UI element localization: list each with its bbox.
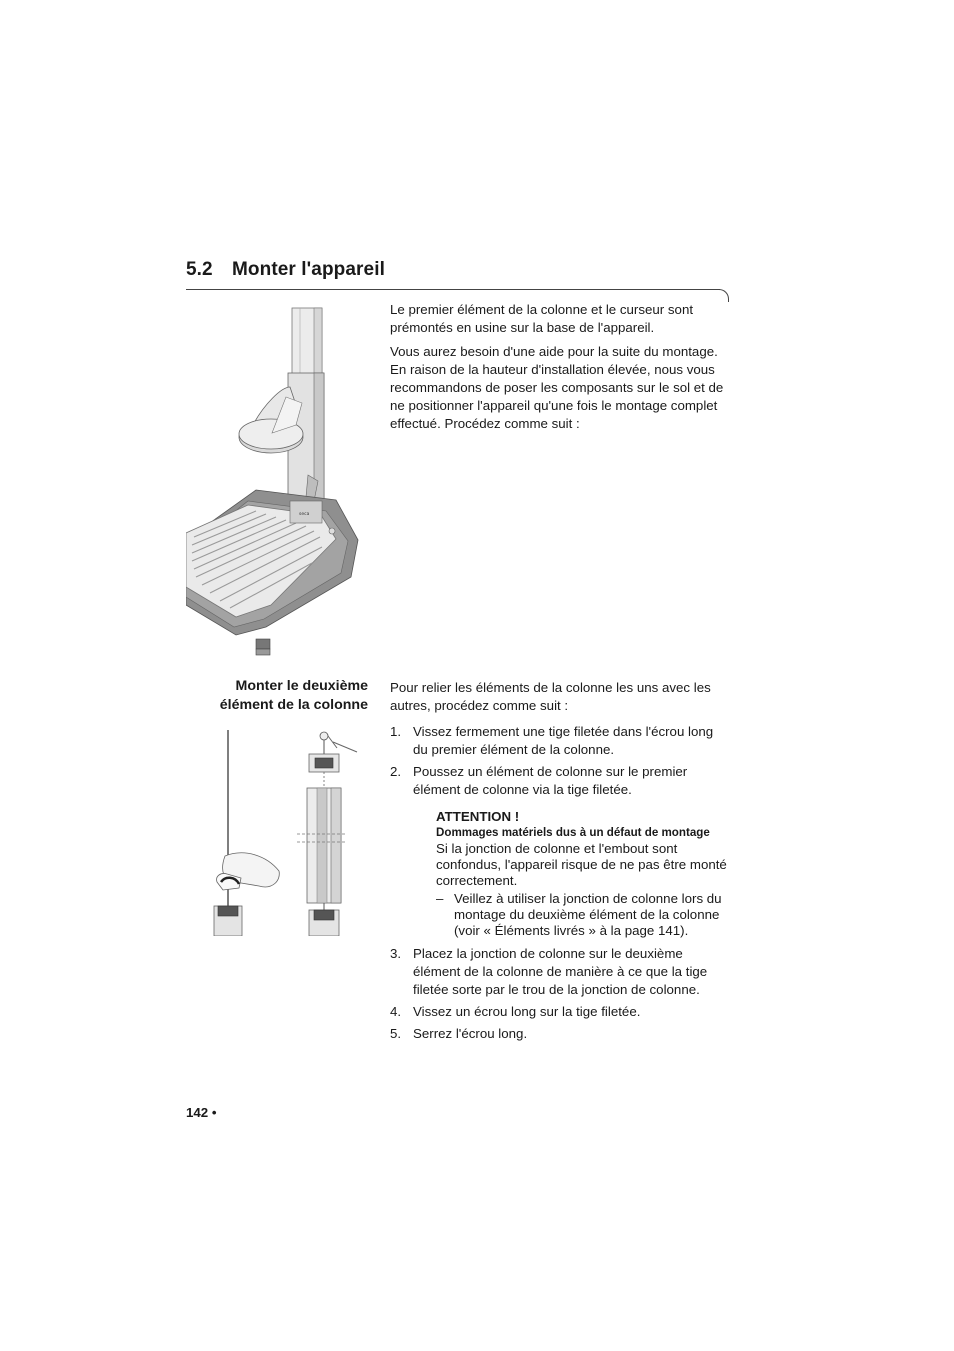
subsection-intro: Pour relier les éléments de la colonne les uns avec les autres, procédez comme suit : bbox=[390, 680, 711, 713]
intro-paragraph-2: Vous aurez besoin d'une aide pour la suite du montage. En raison de la hauteur d'installation élevée, nous vous recommandons de poser les composants sur le sol et de ne positionner l'appareil qu'une fois le montage complet effectué. Procédez comme suit : bbox=[390, 344, 724, 431]
section-heading bbox=[186, 259, 385, 281]
brand-logo: seca bbox=[299, 512, 310, 517]
figure-column-assembly bbox=[205, 726, 365, 936]
section-number: 5.2 bbox=[186, 259, 213, 280]
figure-scale-device bbox=[186, 305, 361, 660]
page-number: 142 • bbox=[186, 1105, 217, 1120]
intro-paragraph-1: Le premier élément de la colonne et le curseur sont prémontés en usine sur la base de l'appareil. bbox=[390, 302, 694, 335]
warning-bullet: – Veillez à utiliser la jonction de colonne lors du montage du deuxième élément de la colonne (voir « Éléments livrés » à la page 141). bbox=[436, 891, 722, 938]
heading-rule bbox=[186, 289, 720, 290]
intro-text bbox=[390, 301, 730, 439]
subsection-title: Monter le deuxième élément de la colonne bbox=[219, 678, 368, 713]
subsection-content bbox=[390, 679, 730, 1047]
warning-subtitle: Dommages matériels dus à un défaut de montage bbox=[436, 826, 710, 839]
list-item: 4. Vissez un écrou long sur la tige filetée. bbox=[390, 1004, 641, 1019]
list-item: 2. Poussez un élément de colonne sur le premier élément de colonne via la tige filetée. ATTENTION ! Dommages matériels dus à un défaut de montage Si la jonction de colonne et l'embout sont confondus, l'appareil risque de ne pas être monté correctement. – Veillez à utiliser la jonction de colonne lors du montage du deuxième élément de la colonne (voir « Éléments livrés » à la page 141). bbox=[390, 763, 730, 939]
list-item: 1. Vissez fermement une tige filetée dans l'écrou long du premier élément de la colonne. bbox=[390, 724, 714, 757]
warning-box bbox=[436, 808, 730, 939]
column-assembly-illustration bbox=[205, 726, 365, 936]
section-title: Monter l'appareil bbox=[232, 259, 385, 280]
list-item: 5. Serrez l'écrou long. bbox=[390, 1026, 528, 1041]
warning-title: ATTENTION ! bbox=[436, 809, 520, 824]
warning-body: Si la jonction de colonne et l'embout sont confondus, l'appareil risque de ne pas être monté correctement. bbox=[436, 841, 727, 888]
scale-illustration bbox=[186, 305, 361, 660]
list-item: 3. Placez la jonction de colonne sur le deuxième élément de la colonne de manière à ce que la tige filetée sorte par le trou de la jonction de colonne. bbox=[390, 946, 708, 997]
steps-list bbox=[390, 723, 730, 1043]
